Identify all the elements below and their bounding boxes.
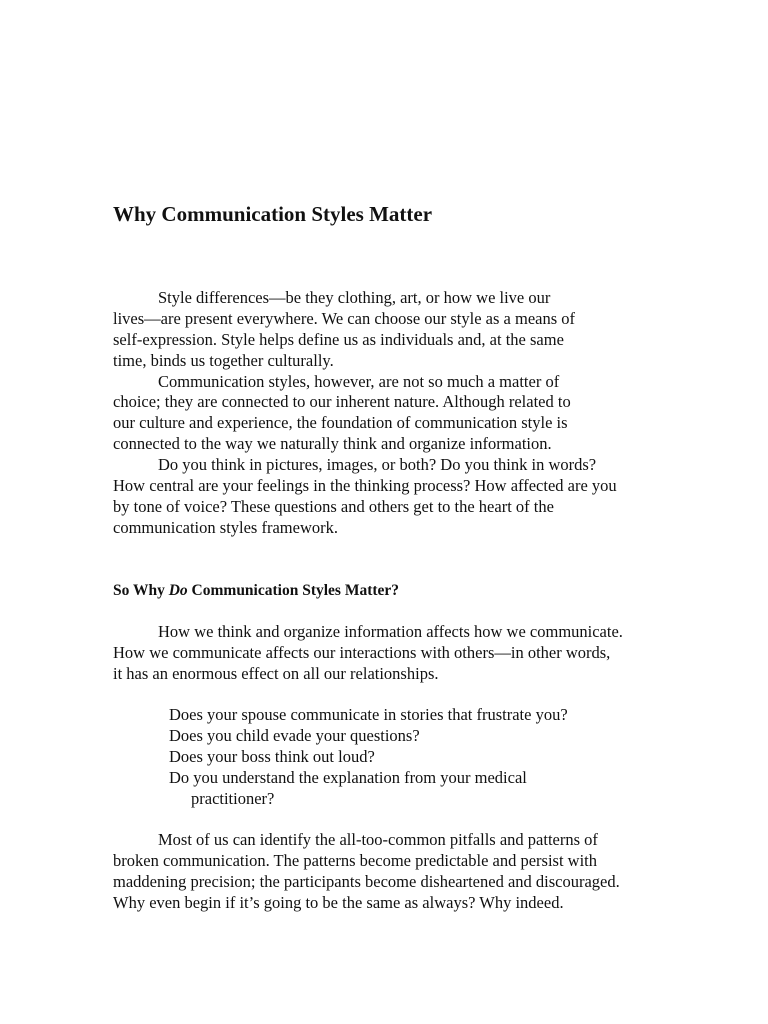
- paragraph-line: our culture and experience, the foundation of communication style is: [113, 413, 568, 433]
- question-item: Does you child evade your questions?: [169, 725, 420, 745]
- section-paragraph: [113, 622, 673, 685]
- paragraph-line: connected to the way we naturally think and organize information.: [113, 434, 552, 454]
- intro-section: [113, 288, 673, 539]
- question-item-continuation: practitioner?: [191, 788, 275, 808]
- paragraph-line: How central are your feelings in the thinking process? How affected are you: [113, 476, 617, 496]
- question-item: Do you understand the explanation from your medical: [169, 767, 527, 787]
- paragraph-line: Most of us can identify the all-too-common pitfalls and patterns of: [158, 830, 598, 849]
- section-heading-lead: So Why: [113, 582, 169, 599]
- paragraph-line: How we communicate affects our interactions with others—in other words,: [113, 642, 611, 662]
- question-item: Does your spouse communicate in stories that frustrate you?: [169, 705, 568, 724]
- paragraph-line: it has an enormous effect on all our relationships.: [113, 663, 439, 683]
- closing-paragraph: [113, 830, 673, 914]
- paragraph-line: broken communication. The patterns become predictable and persist with: [113, 850, 598, 870]
- paragraph-line: How we think and organize information affects how we communicate.: [158, 622, 623, 641]
- section-heading-tail: Communication Styles Matter?: [187, 582, 400, 599]
- paragraph-line: Style differences—be they clothing, art, or how we live our: [158, 288, 551, 307]
- paragraph-line: communication styles framework.: [113, 517, 338, 537]
- question-list: [169, 705, 669, 809]
- paragraph-line: maddening precision; the participants become disheartened and discouraged.: [113, 871, 620, 891]
- paragraph-line: choice; they are connected to our inherent nature. Although related to: [113, 392, 571, 412]
- paragraph-line: self-expression. Style helps define us as individuals and, at the same: [113, 329, 564, 349]
- section-heading: [113, 580, 399, 602]
- question-item: Does your boss think out loud?: [169, 746, 375, 766]
- paragraph-line: time, binds us together culturally.: [113, 350, 334, 370]
- paragraph-line: Communication styles, however, are not so much a matter of: [158, 371, 560, 391]
- paragraph-line: by tone of voice? These questions and others get to the heart of the: [113, 496, 554, 516]
- paragraph-line: lives—are present everywhere. We can choose our style as a means of: [113, 308, 576, 328]
- section-heading-emphasis: Do: [168, 582, 188, 599]
- paragraph-line: Do you think in pictures, images, or both? Do you think in words?: [158, 455, 597, 475]
- paragraph-line: Why even begin if it’s going to be the same as always? Why indeed.: [113, 892, 564, 912]
- page-title: Why Communication Styles Matter: [113, 202, 433, 226]
